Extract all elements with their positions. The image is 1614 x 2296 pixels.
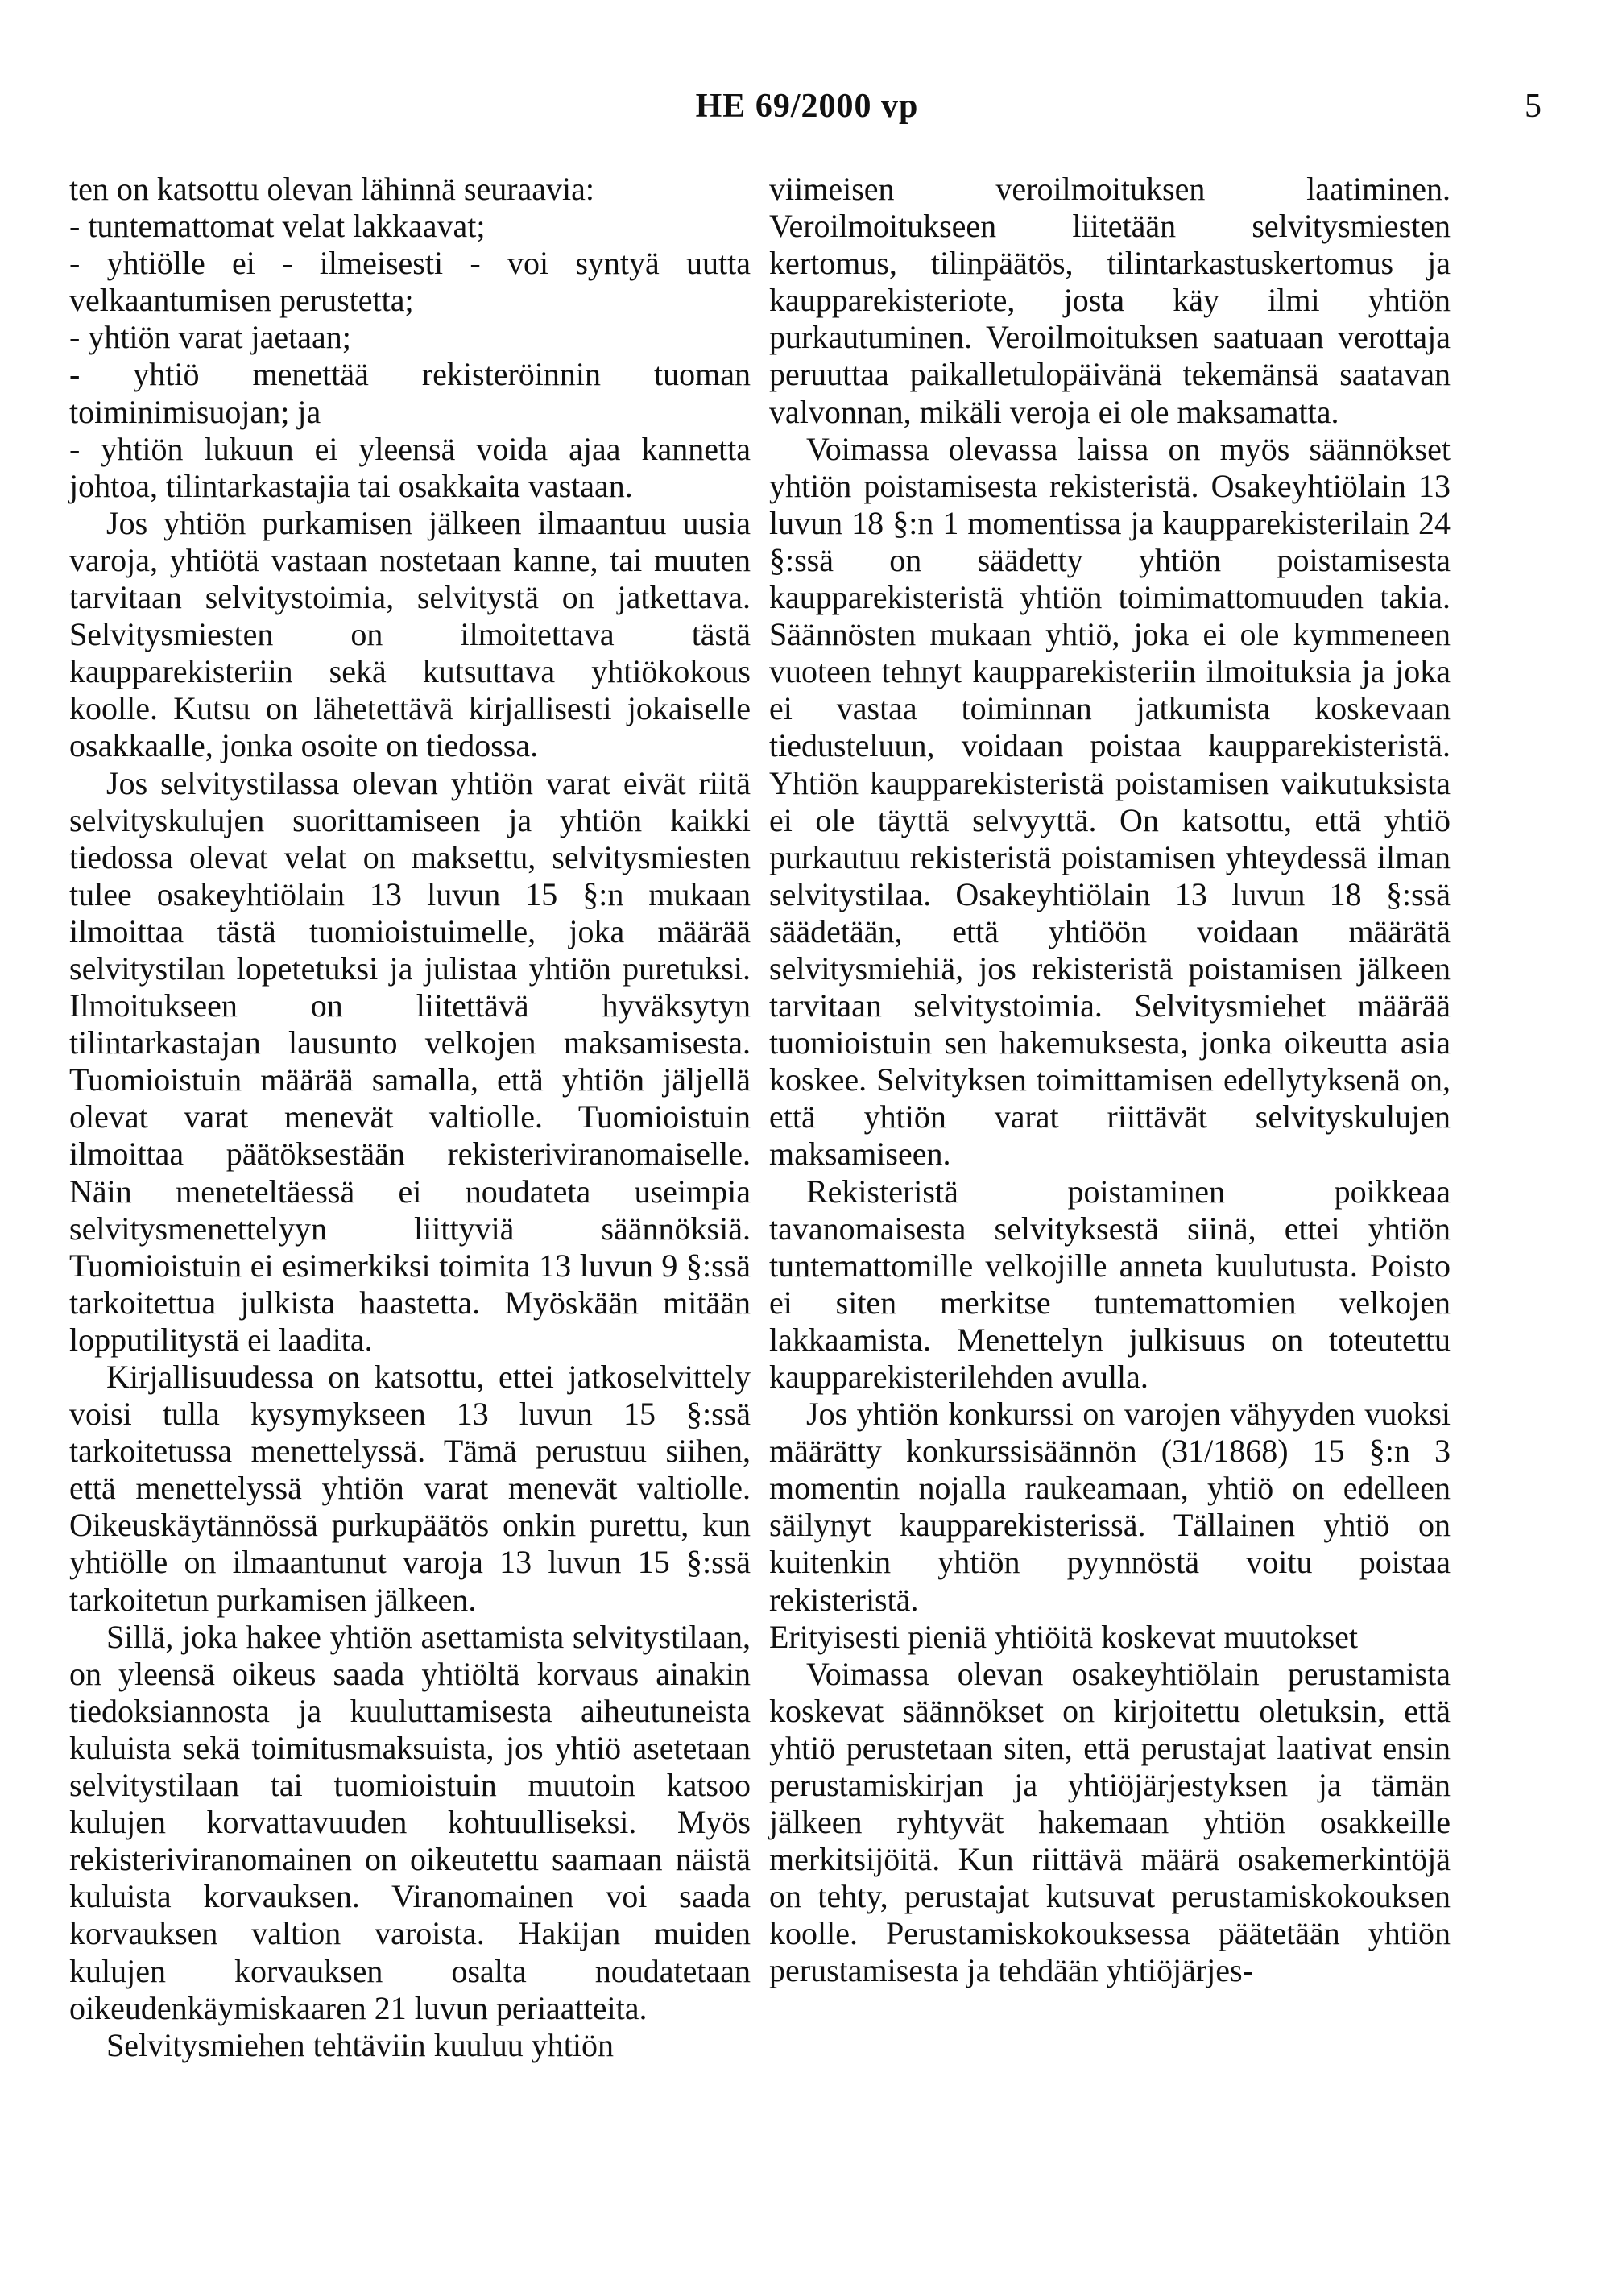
paragraph: Voimassa olevan osakeyhtiölain perustamista koskevat säännökset on kirjoitettu oletuksin, että yhtiö perustetaan siten, että perustajat laativat ensin perustamiskirjan ja yhtiöjärjestyksen ja tämän jälkeen ryhtyvät hakemaan yhtiön osakkeille merkitsijöitä. Kun riittävä määrä osakemerkintöjä on tehty, perustajat kutsuvat perustamiskokouksen koolle. Perustamiskokouksessa päätetään yhtiön perustamisesta ja tehdään yhtiöjärjes- [769, 1655, 1451, 1989]
paragraph: Jos yhtiön konkurssi on varojen vähyyden vuoksi määrätty konkurssisäännön (31/1868) 15 §:n 3 momentin nojalla raukeamaan, yhtiö on edelleen säilynyt kaupparekisterissä. Tällainen yhtiö on kuitenkin yhtiön pyynnöstä voitu poistaa rekisteristä. [769, 1396, 1451, 1618]
list-item: - yhtiölle ei - ilmeisesti - voi syntyä uutta velkaantumisen perustetta; [69, 245, 751, 319]
section-heading: Erityisesti pieniä yhtiöitä koskevat muutokset [769, 1618, 1358, 1655]
list-item: - yhtiön varat jaetaan; [69, 319, 351, 356]
right-column [769, 171, 1451, 1990]
paragraph: Jos selvitystilassa olevan yhtiön varat eivät riitä selvityskulujen suorittamiseen ja yhtiön kaikki tiedossa olevat velat on maksettu, selvitysmiesten tulee osakeyhtiölain 13 luvun 15 §:n mukaan ilmoittaa tästä tuomioistuimelle, joka määrää selvitystilan lopetetuksi ja julistaa yhtiön puretuksi. Ilmoitukseen on liitettävä hyväksytyn tilintarkastajan lausunto velkojen maksamisesta. Tuomioistuin määrää samalla, että yhtiön jäljellä olevat varat menevät valtiolle. Tuomioistuin ilmoittaa päätöksestään rekisteriviranomaiselle. Näin meneteltäessä ei noudateta useimpia selvitysmenettelyyn liittyviä säännöksiä. Tuomioistuin ei esimerkiksi toimita 13 luvun 9 §:ssä tarkoitettua julkista haastetta. Myöskään mitään lopputilitystä ei laadita. [69, 764, 751, 1358]
paragraph: viimeisen veroilmoituksen laatiminen. Veroilmoitukseen liitetään selvitysmiesten kertomus, tilinpäätös, tilintarkastuskertomus ja kaupparekisteriote, josta käy ilmi yhtiön purkautuminen. Veroilmoituksen saatuaan verottaja peruuttaa paikalletulopäivänä tekemänsä saatavan valvonnan, mikäli veroja ei ole maksamatta. [769, 171, 1451, 430]
list-item: - yhtiön lukuun ei yleensä voida ajaa kannetta johtoa, tilintarkastajia tai osakkaita vastaan. [69, 430, 751, 504]
list-item: - yhtiö menettää rekisteröinnin tuoman toiminimisuojan; ja [69, 356, 751, 430]
paragraph: Voimassa olevassa laissa on myös säännökset yhtiön poistamisesta rekisteristä. Osakeyhtiölain 13 luvun 18 §:n 1 momentissa ja kaupparekisterilain 24 §:ssä on säädetty yhtiön poistamisesta kaupparekisteristä yhtiön toimimattomuuden takia. Säännösten mukaan yhtiö, joka ei ole kymmeneen vuoteen tehnyt kaupparekisteriin ilmoituksia ja joka ei vastaa toiminnan jatkumista koskevaan tiedusteluun, voidaan poistaa kaupparekisteristä. Yhtiön kaupparekisteristä poistamisen vaikutuksista ei ole täyttä selvyyttä. On katsottu, että yhtiö purkautuu rekisteristä poistamisen yhteydessä ilman selvitystilaa. Osakeyhtiölain 13 luvun 18 §:ssä säädetään, että yhtiöön voidaan määrätä selvitysmiehiä, jos rekisteristä poistamisen jälkeen tarvitaan selvitystoimia. Selvitysmiehet määrää tuomioistuin sen hakemuksesta, jonka oikeutta asia koskee. Selvityksen toimittamisen edellytyksenä on, että yhtiön varat riittävät selvityskulujen maksamiseen. [769, 430, 1451, 1173]
paragraph: Jos yhtiön purkamisen jälkeen ilmaantuu uusia varoja, yhtiötä vastaan nostetaan kanne, tai muuten tarvitaan selvitystoimia, selvitystä on jatkettava. Selvitysmiesten on ilmoitettava tästä kaupparekisteriin sekä kutsuttava yhtiökokous koolle. Kutsu on lähetettävä kirjallisesti jokaiselle osakkaalle, jonka osoite on tiedossa. [69, 504, 751, 764]
paragraph: Selvitysmiehen tehtäviin kuuluu yhtiön [106, 2026, 614, 2063]
list-item: - tuntemattomat velat lakkaavat; [69, 208, 486, 245]
left-column [69, 171, 751, 2064]
list-intro: ten on katsottu olevan lähinnä seuraavia: [69, 171, 595, 207]
paragraph: Kirjallisuudessa on katsottu, ettei jatkoselvittely voisi tulla kysymykseen 13 luvun 15 §:ssä tarkoitetussa menettelyssä. Tämä perustuu siihen, että menettelyssä yhtiön varat menevät valtiolle. Oikeuskäytännössä purkupäätös onkin purettu, kun yhtiölle on ilmaantunut varoja 13 luvun 15 §:ssä tarkoitetun purkamisen jälkeen. [69, 1359, 751, 1618]
paragraph: Rekisteristä poistaminen poikkeaa tavanomaisesta selvityksestä siinä, ettei yhtiön tuntemattomille velkojille anneta kuulutusta. Poisto ei siten merkitse tuntemattomien velkojen lakkaamista. Menettelyn julkisuus on toteutettu kaupparekisterilehden avulla. [769, 1173, 1451, 1395]
paragraph: Sillä, joka hakee yhtiön asettamista selvitystilaan, on yleensä oikeus saada yhtiöltä korvaus ainakin tiedoksiannosta ja kuuluttamisesta aiheutuneista kuluista sekä toimitusmaksuista, jos yhtiö asetetaan selvitystilaan tai tuomioistuin muutoin katsoo kulujen korvattavuuden kohtuulliseksi. Myös rekisteriviranomainen on oikeutettu saamaan näistä kuluista korvauksen. Viranomainen voi saada korvauksen valtion varoista. Hakijan muiden kulujen korvauksen osalta noudatetaan oikeudenkäymiskaaren 21 luvun periaatteita. [69, 1618, 751, 2026]
running-head: HE 69/2000 vp [695, 88, 919, 125]
page-number: 5 [1525, 88, 1542, 125]
